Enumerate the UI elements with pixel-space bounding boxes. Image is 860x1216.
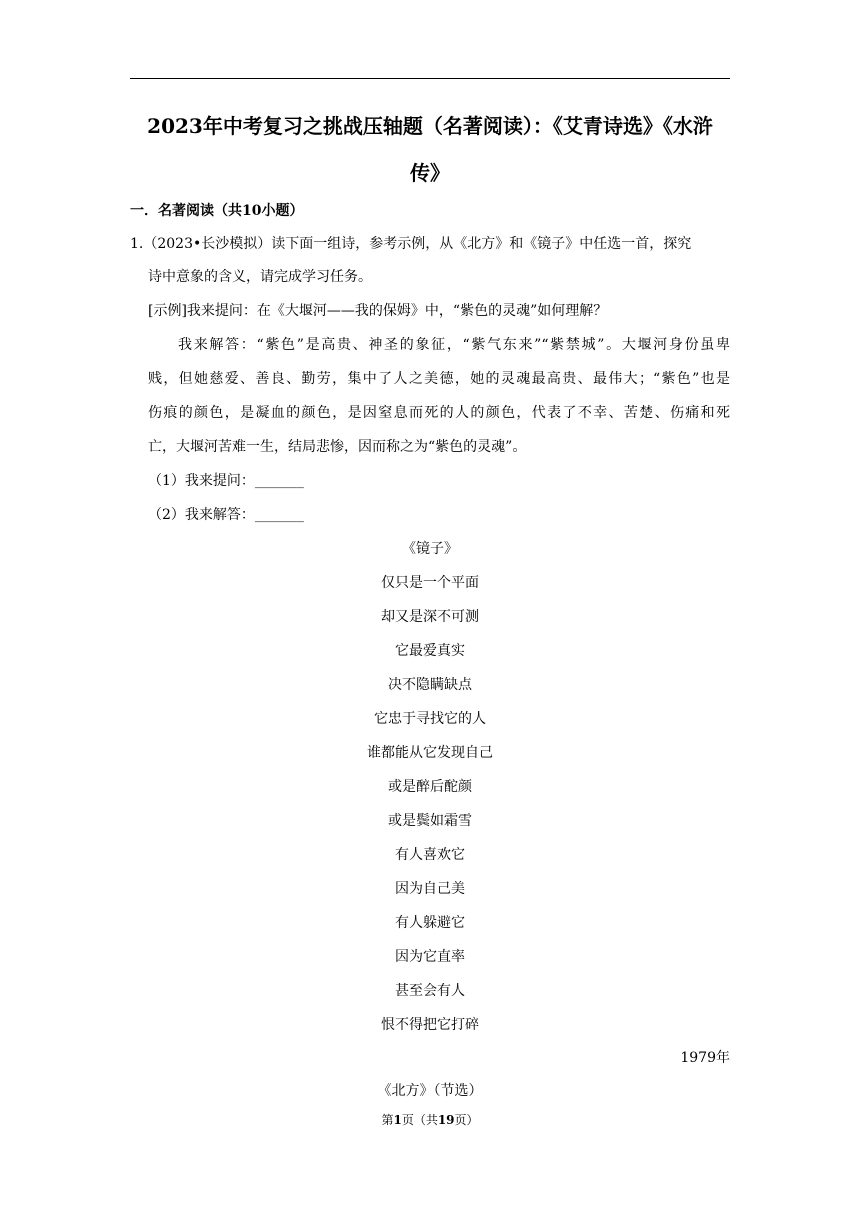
poem-line: 因为它直率 [395, 949, 465, 965]
page-footer [130, 1111, 730, 1129]
page-suffix: 页） [454, 1113, 479, 1127]
document-title-line-1: 2023年中考复习之挑战压轴题（名著阅读）：《艾青诗选》《水浒 [147, 114, 713, 138]
page-number: 1 [393, 1113, 402, 1127]
poem-line: 或是醉后酡颜 [388, 779, 472, 795]
poem-line: 恨不得把它打碎 [381, 1017, 479, 1033]
example-answer-line-1: 我来解答：“紫色”是高贵、神圣的象征，“紫气东来”“紫禁城”。大堰河身份虽卑 [178, 337, 730, 353]
poem-line: 却又是深不可测 [381, 609, 479, 625]
page-middle: 页（共 [401, 1113, 438, 1127]
header-rule [130, 78, 730, 79]
poem-north-title: 《北方》（节选） [377, 1083, 483, 1099]
poem-line: 它最爱真实 [395, 643, 465, 659]
task-answer: （2）我来解答：_______ [148, 507, 304, 523]
page-prefix: 第 [381, 1113, 394, 1127]
poem-line: 有人躲避它 [395, 915, 465, 931]
poem-line: 甚至会有人 [395, 983, 465, 999]
page-total: 19 [437, 1113, 455, 1127]
poem-mirror-title: 《镜子》 [402, 541, 458, 557]
example-answer-line-4: 亡，大堰河苦难一生，结局悲惨，因而称之为“紫色的灵魂”。 [148, 439, 527, 455]
poem-line: 决不隐瞒缺点 [388, 677, 472, 693]
poem-line: 因为自己美 [395, 881, 465, 897]
poem-line: 有人喜欢它 [395, 847, 465, 863]
example-answer-line-3: 伤痕的颜色，是凝血的颜色，是因窒息而死的人的颜色，代表了不幸、苦楚、伤痛和死 [148, 405, 730, 421]
poem-line: 或是鬓如霜雪 [388, 813, 472, 829]
document-title-line-2: 传》 [410, 161, 450, 185]
poem-date: 1979年 [680, 1050, 730, 1066]
task-question: （1）我来提问：_______ [148, 473, 304, 489]
example-question: [示例]我来提问：在《大堰河——我的保姆》中，“紫色的灵魂”如何理解？ [148, 303, 608, 319]
poem-line: 谁都能从它发现自己 [367, 745, 493, 761]
section-heading: 一．名著阅读（共10小题） [130, 203, 304, 219]
poem-line: 仅只是一个平面 [381, 575, 479, 591]
example-answer-line-2: 贱，但她慈爱、善良、勤劳，集中了人之美德，她的灵魂最高贵、最伟大；“紫色”也是 [148, 371, 730, 387]
question-intro-line-2: 诗中意象的含义，请完成学习任务。 [148, 269, 372, 285]
poem-line: 它忠于寻找它的人 [374, 711, 486, 727]
question-intro-line-1: 1.（2023•长沙模拟）读下面一组诗，参考示例，从《北方》和《镜子》中任选一首，探究 [130, 236, 692, 252]
